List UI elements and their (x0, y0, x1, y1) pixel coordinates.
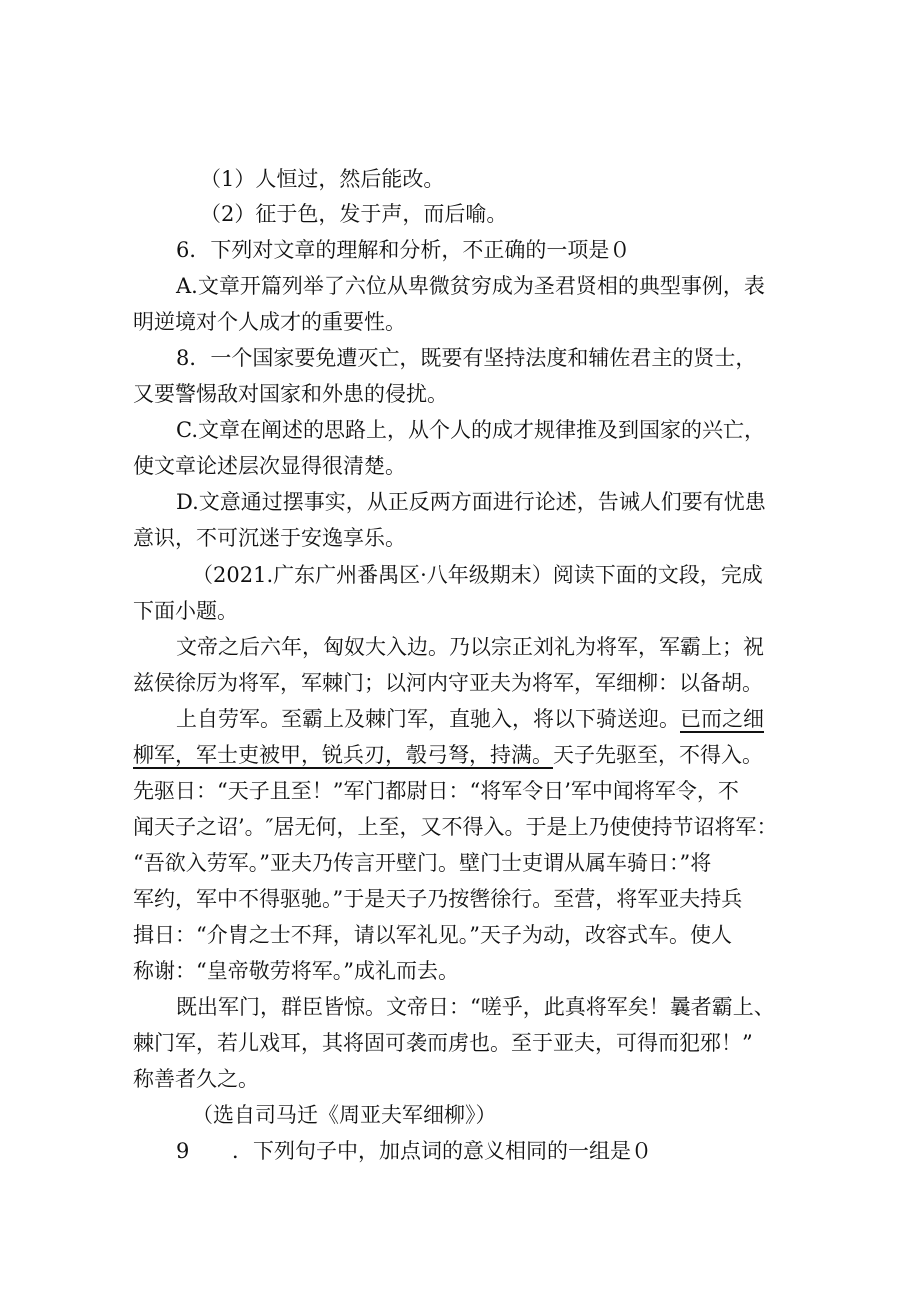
passage-p2-line-8: 称谢：“皇帝敬劳将军。”成礼而去。 (133, 959, 459, 983)
option-c-line-2: 使文章论述层次显得很清楚。 (133, 454, 406, 478)
source-intro-line-2: 下面小题。 (133, 599, 238, 623)
passage-p3-line-2: 棘门军，若儿戏耳，其将固可袭而虏也。至于亚夫，可得而犯邪！” (133, 1031, 753, 1055)
passage-p1-line-1: 文帝之后六年，匈奴大入边。乃以宗正刘礼为将军，军霸上；祝 (176, 635, 764, 659)
option-a-line-2: 明逆境对个人成才的重要性。 (133, 310, 406, 334)
passage-p2-line-5: “吾欲入劳军。”亚夫乃传言开壁门。壁门士吏谓从属车骑日：”将 (133, 851, 712, 875)
question-9-number: 9 (176, 1139, 190, 1163)
passage-p2-line-1 (176, 705, 764, 733)
source-intro-line-1: （2021.广东广州番禺区·八年级期末）阅读下面的文段，完成 (192, 563, 763, 587)
option-d-line-1: D.文意通过摆事实，从正反两方面进行论述，告诫人们要有忧患 (176, 490, 766, 514)
option-b-line-2: 又要警惕敌对国家和外患的侵扰。 (133, 382, 448, 406)
option-d-line-2: 意识，不可沉迷于安逸享乐。 (133, 526, 406, 550)
passage-p2-line-4: 闻天子之诏’。″居无何，上至，又不得入。于是上乃使使持节诏将军： (133, 815, 778, 839)
passage-source: （选自司马迁《周亚夫军细柳》） (192, 1103, 497, 1127)
passage-p2-line-2 (133, 741, 763, 769)
question-6-stem: 6．下列对文章的理解和分析，不正确的一项是０ (176, 238, 631, 262)
passage-p2-plain-text-2: 天子先驱至，不得入。 (553, 743, 763, 767)
option-a-line-1: A.文章开篇列举了六位从卑微贫穷成为圣君贤相的典型事例，表 (176, 274, 765, 298)
passage-p3-line-3: 称善者久之。 (133, 1067, 259, 1091)
option-b-line-1: 8．一个国家要免遭灭亡，既要有坚持法度和辅佐君主的贤士， (176, 346, 757, 370)
passage-p2-plain-text: 上自劳军。至霸上及棘门军，直驰入，将以下骑送迎。 (176, 707, 680, 731)
underlined-sentence-part-2: 柳军，军士吏被甲，锐兵刃，彀弓弩，持满。 (133, 743, 553, 767)
passage-p2-line-7: 揖日：“介胄之士不拜，请以军礼见。”天子为动，改容式车。使人 (133, 923, 732, 947)
passage-p1-line-2: 兹侯徐厉为将军，军棘门；以河内守亚夫为将军，军细柳：以备胡。 (133, 671, 763, 695)
passage-p3-line-1: 既出军门，群臣皆惊。文帝日：“嗟乎，此真将军矣！曩者霸上、 (176, 995, 775, 1019)
option-c-line-1: C.文章在阐述的思路上，从个人的成才规律推及到国家的兴亡， (176, 418, 765, 442)
underlined-sentence-part-1: 已而之细 (680, 707, 764, 731)
question-9-stem: ．下列句子中，加点词的意义相同的一组是０ (232, 1139, 652, 1163)
item-1-text: （1）人恒过，然后能改。 (200, 167, 445, 191)
item-2-text: （2）征于色，发于声，而后喻。 (200, 202, 508, 226)
passage-p2-line-3: 先驱日：“天子且至！”军门都尉日：“将军令日’军中闻将军令，不 (133, 779, 739, 803)
passage-p2-line-6: 军约，军中不得驱驰。”于是天子乃按辔徐行。至营，将军亚夫持兵 (133, 887, 743, 911)
